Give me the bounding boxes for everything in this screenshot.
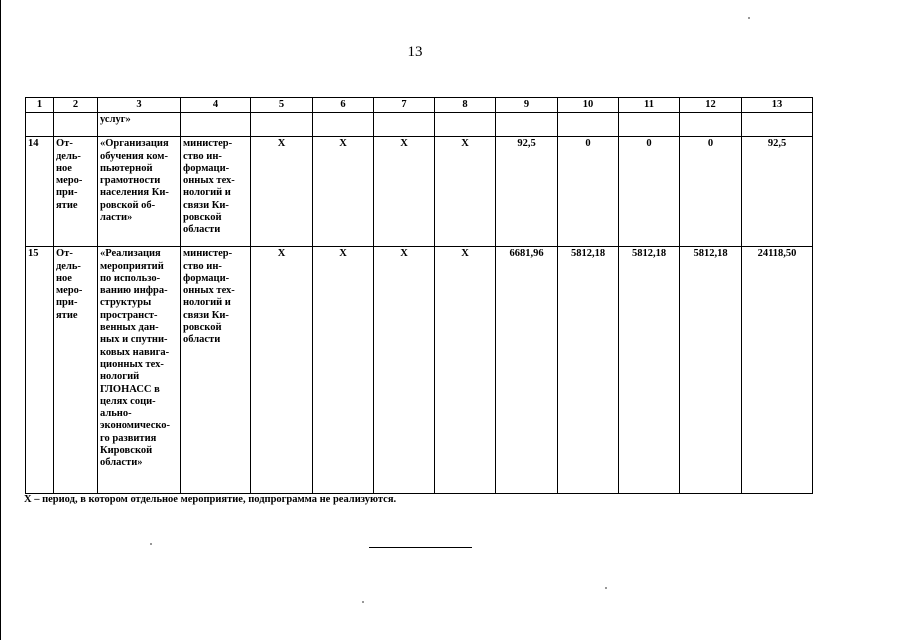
amount-cell: 6681,96: [496, 247, 558, 494]
period-cell: X: [435, 137, 496, 247]
total-amount-cell: 24118,50: [742, 247, 813, 494]
table-row: [26, 137, 813, 247]
table-cell: [558, 113, 619, 137]
table-cell: [54, 113, 98, 137]
event-name-cell: «Организация обучения ком- пьютерной грамотности населения Ки- ровской об- ласти»: [98, 137, 181, 247]
header-cell: 11: [619, 98, 680, 113]
header-cell: 5: [251, 98, 313, 113]
header-cell: 13: [742, 98, 813, 113]
event-name-cell: «Реализация мероприятий по использо- ванию инфра- структуры пространст- венных дан- ных и спутни- ковых навига- ционных тех- нологий ГЛОНАСС в целях соци- ально- экономическо- го развития Кировской области»: [98, 247, 181, 494]
event-type-cell: От- дель- ное меро- при- ятие: [54, 247, 98, 494]
period-cell: X: [313, 137, 374, 247]
footnote: X – период, в котором отдельное мероприятие, подпрограмма не реализуются.: [24, 494, 397, 505]
amount-cell: 0: [558, 137, 619, 247]
row-number-cell: 14: [26, 137, 54, 247]
header-cell: 8: [435, 98, 496, 113]
executor-cell: министер- ство ин- формаци- онных тех- нологий и связи Ки- ровской области: [181, 137, 251, 247]
page-number: 13: [407, 44, 423, 60]
header-cell: 4: [181, 98, 251, 113]
period-cell: X: [313, 247, 374, 494]
header-cell: 1: [26, 98, 54, 113]
period-cell: X: [374, 137, 435, 247]
header-cell: 6: [313, 98, 374, 113]
executor-cell: министер- ство ин- формаци- онных тех- нологий и связи Ки- ровской области: [181, 247, 251, 494]
amount-cell: 5812,18: [680, 247, 742, 494]
amount-cell: 0: [680, 137, 742, 247]
table-cell: [26, 113, 54, 137]
period-cell: X: [374, 247, 435, 494]
period-cell: X: [251, 137, 313, 247]
amount-cell: 5812,18: [619, 247, 680, 494]
header-cell: 9: [496, 98, 558, 113]
total-amount-cell: 92,5: [742, 137, 813, 247]
event-type-cell: От- дель- ное меро- при- ятие: [54, 137, 98, 247]
amount-cell: 0: [619, 137, 680, 247]
table-cell: [374, 113, 435, 137]
table-row: [26, 247, 813, 494]
signature-line: [369, 547, 472, 548]
table-cell: [680, 113, 742, 137]
amount-cell: 5812,18: [558, 247, 619, 494]
header-cell: 7: [374, 98, 435, 113]
table-cell: [181, 113, 251, 137]
table-cell: [435, 113, 496, 137]
scan-speck: [605, 587, 607, 589]
table-cell: [742, 113, 813, 137]
amount-cell: 92,5: [496, 137, 558, 247]
page-left-edge: [0, 0, 1, 640]
program-table: [25, 97, 813, 494]
table-cell: [619, 113, 680, 137]
header-cell: 2: [54, 98, 98, 113]
table-cell: [251, 113, 313, 137]
header-cell: 12: [680, 98, 742, 113]
scan-speck: [150, 543, 152, 545]
period-cell: X: [251, 247, 313, 494]
table-header-row: [26, 98, 813, 113]
table-cell: [313, 113, 374, 137]
header-cell: 10: [558, 98, 619, 113]
scan-speck: [748, 17, 750, 19]
header-cell: 3: [98, 98, 181, 113]
table-cell: [496, 113, 558, 137]
event-name-cell: услуг»: [98, 113, 181, 137]
scan-speck: [362, 601, 364, 603]
period-cell: X: [435, 247, 496, 494]
row-number-cell: 15: [26, 247, 54, 494]
table-row-continued: [26, 113, 813, 137]
